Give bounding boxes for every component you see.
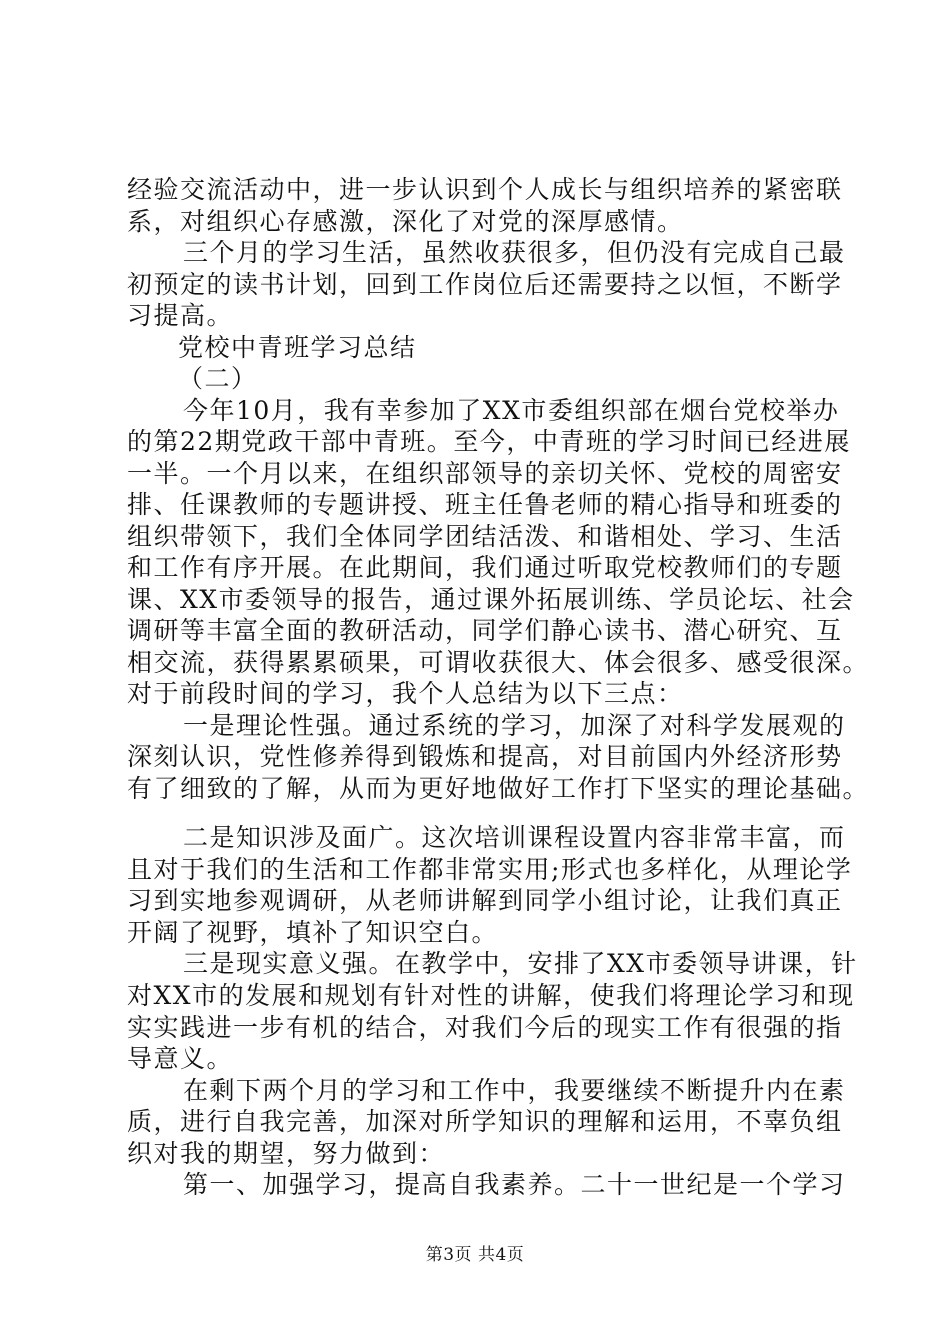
text-line: 习到实地参观调研，从老师讲解到同学小组讨论，让我们真正	[127, 886, 843, 915]
text-line: 在剩下两个月的学习和工作中，我要继续不断提升内在素	[183, 1076, 846, 1105]
text-line: 系，对组织心存感激，深化了对党的深厚感情。	[127, 207, 684, 236]
text-line: 深刻认识，党性修养得到锻炼和提高，对目前国内外经济形势	[127, 742, 843, 771]
text-line: 的第22期党政干部中青班。至今，中青班的学习时间已经进展	[127, 427, 851, 456]
section-title: 党校中青班学习总结	[178, 333, 417, 362]
text-line: 和工作有序开展。在此期间，我们通过听取党校教师们的专题	[127, 553, 843, 582]
text-line: 排、任课教师的专题讲授、班主任鲁老师的精心指导和班委的	[127, 490, 843, 519]
text-line: 导意义。	[127, 1044, 234, 1073]
text-line: 二是知识涉及面广。这次培训课程设置内容非常丰富，而	[183, 823, 846, 852]
text-line: 一是理论性强。通过系统的学习，加深了对科学发展观的	[183, 711, 846, 740]
text-line: 相交流，获得累累硕果，可谓收获很大、体会很多、感受很深。	[127, 648, 870, 677]
text-line: 第一、加强学习，提高自我素养。二十一世纪是一个学习	[183, 1170, 846, 1199]
text-line: 对XX市的发展和规划有针对性的讲解，使我们将理论学习和现	[127, 981, 855, 1010]
text-line: 有了细致的了解，从而为更好地做好工作打下坚实的理论基础。	[127, 774, 870, 803]
page-footer: 第3页 共4页	[425, 1245, 525, 1265]
text-line: 组织带领下，我们全体同学团结活泼、和谐相处、学习、生活	[127, 522, 843, 551]
text-line: 经验交流活动中，进一步认识到个人成长与组织培养的紧密联	[127, 175, 843, 204]
text-line: 课、XX市委领导的报告，通过课外拓展训练、学员论坛、社会	[127, 585, 855, 614]
text-line: 一半。一个月以来，在组织部领导的亲切关怀、党校的周密安	[127, 459, 843, 488]
section-subtitle: （二）	[178, 364, 258, 393]
text-line: 织对我的期望，努力做到：	[127, 1139, 446, 1168]
text-line: 今年10月，我有幸参加了XX市委组织部在烟台党校举办	[183, 396, 840, 425]
text-line: 质，进行自我完善，加深对所学知识的理解和运用，不辜负组	[127, 1107, 843, 1136]
text-line: 开阔了视野，填补了知识空白。	[127, 918, 499, 947]
text-line: 三是现实意义强。在教学中，安排了XX市委领导讲课，针	[183, 949, 858, 978]
text-line: 习提高。	[127, 301, 234, 330]
text-line: 初预定的读书计划，回到工作岗位后还需要持之以恒，不断学	[127, 270, 843, 299]
text-line: 调研等丰富全面的教研活动，同学们静心读书、潜心研究、互	[127, 616, 843, 645]
text-line: 实实践进一步有机的结合，对我们今后的现实工作有很强的指	[127, 1013, 843, 1042]
text-line: 且对于我们的生活和工作都非常实用;形式也多样化，从理论学	[127, 855, 853, 884]
text-line: 三个月的学习生活，虽然收获很多，但仍没有完成自己最	[183, 238, 846, 267]
text-line: 对于前段时间的学习，我个人总结为以下三点：	[127, 679, 684, 708]
